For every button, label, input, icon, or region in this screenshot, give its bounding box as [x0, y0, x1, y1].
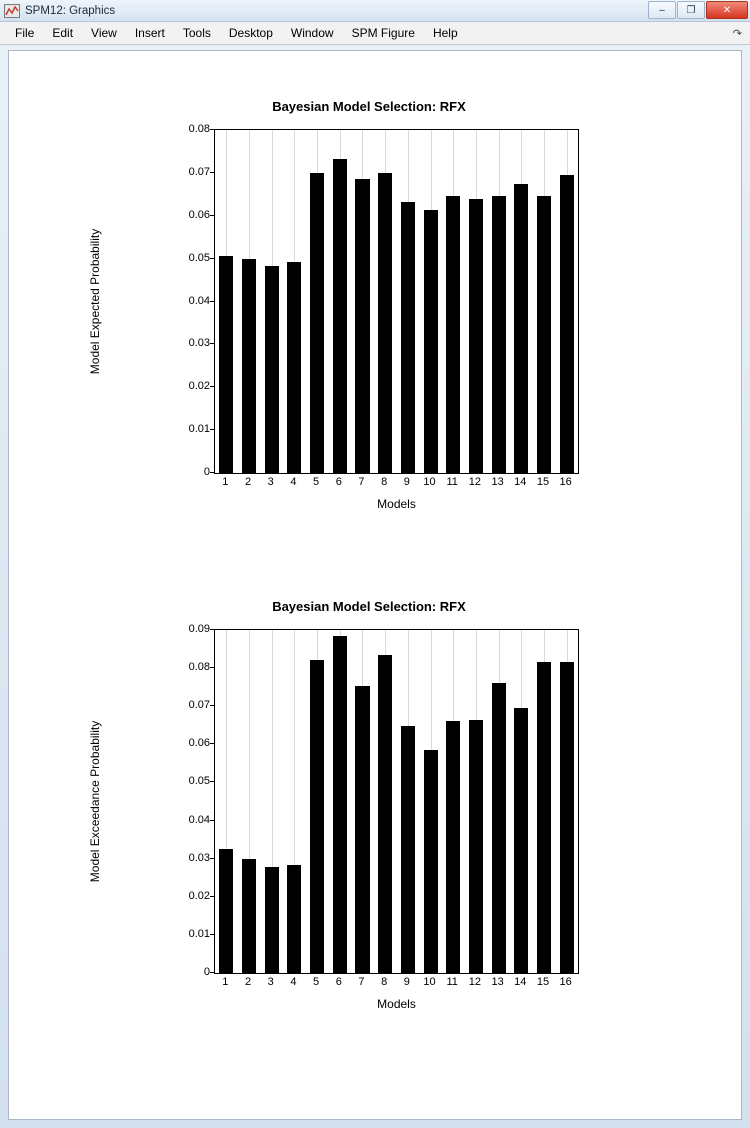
y-tick-label: 0.08 — [188, 123, 210, 135]
bar — [446, 196, 460, 473]
x-tick-label: 4 — [290, 476, 297, 488]
x-tick-label: 13 — [491, 476, 504, 488]
y-tick-label: 0.07 — [188, 699, 210, 712]
bar — [560, 175, 574, 473]
plot-area — [214, 629, 579, 974]
window-buttons — [648, 1, 748, 19]
bar — [514, 708, 528, 973]
bar — [242, 859, 256, 973]
y-tick-label: 0.05 — [188, 251, 210, 264]
y-tick-label: 0.02 — [188, 889, 210, 902]
x-tick-label: 9 — [403, 476, 410, 488]
x-tick-label: 16 — [559, 476, 572, 488]
chart-exceedance-probability — [69, 599, 669, 1049]
y-axis-ticks — [164, 123, 210, 478]
bar — [424, 210, 438, 473]
x-tick-label: 10 — [423, 476, 436, 488]
bar — [537, 196, 551, 473]
y-tick-label: 0.03 — [188, 851, 210, 864]
menu-item-window[interactable]: Window — [290, 26, 334, 40]
x-tick-label: 16 — [559, 976, 572, 988]
x-tick-label: 4 — [290, 976, 297, 988]
x-tick-label: 12 — [468, 976, 482, 988]
bar — [492, 683, 506, 973]
spm-figure-icon — [4, 4, 20, 18]
bar — [514, 184, 528, 473]
y-axis-ticks — [164, 623, 210, 978]
menu-item-spm-figure[interactable]: SPM Figure — [351, 26, 415, 40]
bar — [355, 179, 369, 473]
x-tick-label: 3 — [267, 476, 274, 488]
x-axis-ticks — [214, 976, 579, 992]
y-tick-label: 0.01 — [188, 927, 210, 940]
x-tick-label: 11 — [446, 976, 458, 988]
x-tick-label: 9 — [403, 976, 410, 988]
y-tick-label: 0.06 — [188, 737, 210, 750]
x-tick-label: 15 — [536, 976, 550, 988]
menu-item-file[interactable]: File — [15, 26, 35, 40]
x-tick-label: 5 — [313, 476, 320, 488]
x-axis-label: Models — [377, 497, 416, 511]
menubar — [0, 22, 750, 45]
y-tick-label: 0.07 — [188, 165, 210, 178]
y-tick-label: 0.06 — [188, 208, 210, 221]
bar — [560, 662, 574, 973]
y-tick-label: 0.09 — [188, 623, 210, 635]
bar — [378, 173, 392, 473]
bar — [401, 202, 415, 473]
x-tick-label: 1 — [222, 976, 229, 988]
x-tick-label: 6 — [335, 476, 342, 488]
bar — [401, 726, 415, 973]
bar — [492, 196, 506, 473]
x-tick-label: 11 — [446, 476, 458, 488]
y-tick-label: 0 — [203, 466, 210, 478]
bar — [537, 662, 551, 973]
bar — [469, 720, 483, 973]
menu-item-view[interactable]: View — [91, 26, 117, 40]
chart-title: Bayesian Model Selection: RFX — [272, 599, 466, 614]
x-axis-label: Models — [377, 997, 416, 1011]
window-title: SPM12: Graphics — [25, 4, 116, 17]
bar — [310, 660, 324, 973]
y-axis-label: Model Expected Probability — [88, 228, 102, 375]
menu-item-edit[interactable]: Edit — [52, 26, 74, 40]
bar — [424, 750, 438, 973]
y-tick-label: 0 — [203, 966, 210, 978]
x-tick-label: 7 — [358, 476, 365, 488]
y-tick-label: 0.04 — [188, 813, 210, 826]
y-tick-label: 0.03 — [188, 337, 210, 350]
x-tick-label: 12 — [468, 476, 482, 488]
x-axis-ticks — [214, 476, 579, 492]
y-tick-label: 0.05 — [188, 775, 210, 788]
x-tick-label: 8 — [381, 976, 388, 988]
chart-expected-probability — [69, 99, 669, 549]
close-button[interactable]: ✕ — [706, 1, 748, 19]
bar — [265, 867, 279, 973]
bar — [333, 636, 347, 973]
menu-item-insert[interactable]: Insert — [134, 26, 165, 40]
x-tick-label: 14 — [514, 476, 527, 488]
x-tick-label: 2 — [244, 476, 252, 488]
bar — [265, 266, 279, 473]
x-tick-label: 8 — [381, 476, 388, 488]
x-tick-label: 5 — [313, 976, 320, 988]
minimize-button[interactable]: – — [648, 1, 676, 19]
x-tick-label: 7 — [358, 976, 365, 988]
window-titlebar — [0, 0, 750, 22]
x-tick-label: 15 — [536, 476, 550, 488]
y-tick-label: 0.04 — [188, 294, 210, 307]
bar — [219, 849, 233, 973]
bar — [446, 721, 460, 973]
bar — [333, 159, 347, 473]
x-tick-label: 13 — [491, 976, 504, 988]
x-tick-label: 3 — [267, 976, 274, 988]
y-tick-label: 0.02 — [188, 380, 210, 393]
menu-overflow-arrow-icon[interactable]: ↷ — [732, 28, 742, 40]
y-tick-label: 0.01 — [188, 423, 210, 436]
bar — [287, 865, 301, 973]
chart-title: Bayesian Model Selection: RFX — [272, 99, 466, 114]
x-tick-label: 6 — [335, 976, 342, 988]
maximize-button[interactable]: ❐ — [677, 1, 705, 19]
bar — [378, 655, 392, 973]
figure-canvas — [8, 50, 742, 1120]
y-axis-label: Model Exceedance Probability — [88, 720, 102, 883]
bar — [219, 256, 233, 473]
plot-area — [214, 129, 579, 474]
bar — [242, 259, 256, 473]
x-tick-label: 1 — [222, 476, 229, 488]
x-tick-label: 10 — [423, 976, 436, 988]
x-tick-label: 14 — [514, 976, 527, 988]
menu-item-help[interactable]: Help — [432, 26, 458, 40]
bar — [287, 262, 301, 473]
menu-item-desktop[interactable]: Desktop — [228, 26, 273, 40]
bar — [469, 199, 483, 473]
menu-item-tools[interactable]: Tools — [182, 26, 211, 40]
x-tick-label: 2 — [244, 976, 252, 988]
bar — [310, 173, 324, 473]
y-tick-label: 0.08 — [188, 661, 210, 674]
bar — [355, 686, 369, 973]
